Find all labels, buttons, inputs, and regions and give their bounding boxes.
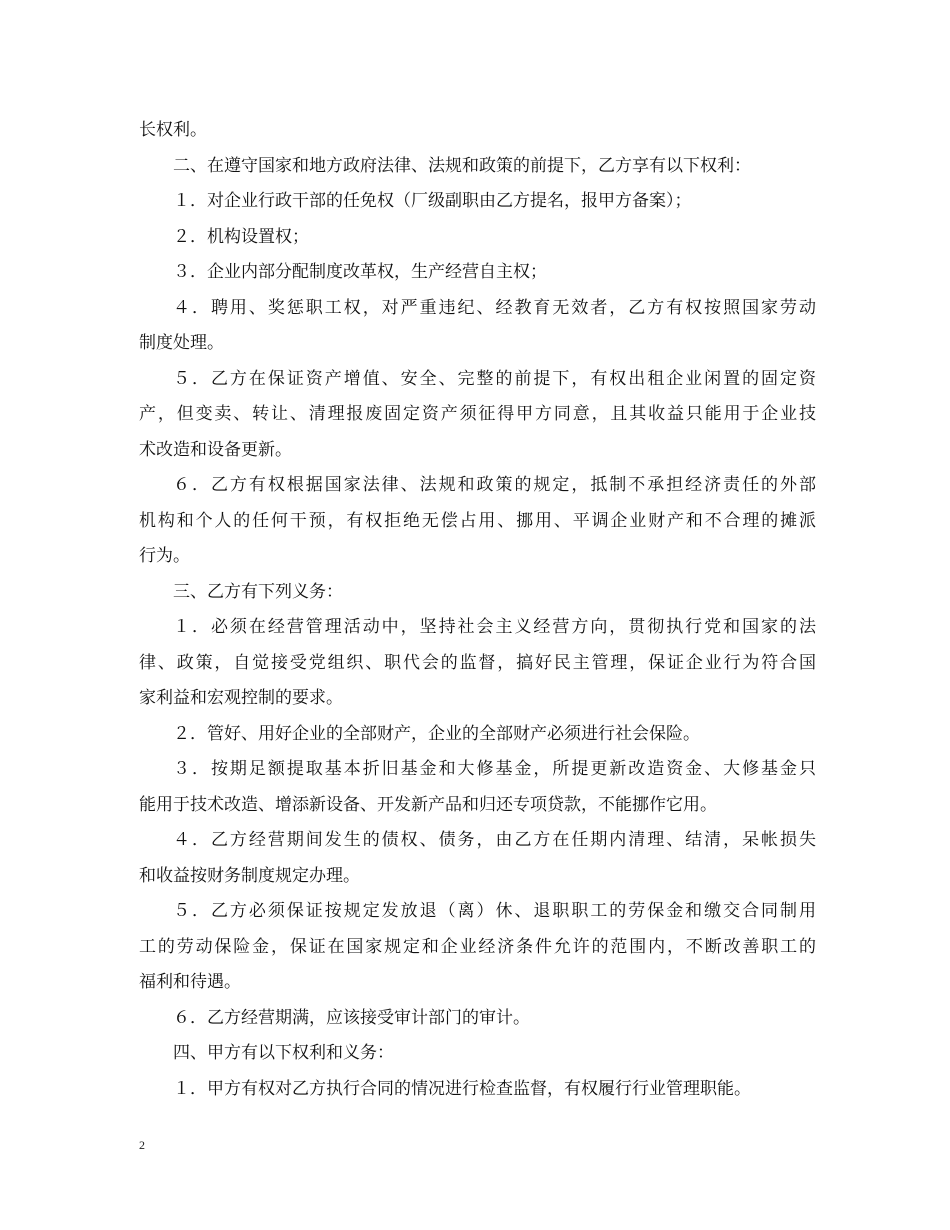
list-item: ２．管好、用好企业的全部财产，企业的全部财产必须进行社会保险。 xyxy=(173,723,700,744)
text-line: 长权利。 xyxy=(139,120,207,140)
list-item: ６．乙方有权根据国家法律、法规和政策的规定，抵制不承担经济责任的外部 xyxy=(173,475,816,495)
text-line: 行为。 xyxy=(139,546,190,566)
text-line: 家利益和宏观控制的要求。 xyxy=(139,688,343,708)
list-item: ５．乙方必须保证按规定发放退（离）休、退职职工的劳保金和缴交合同制用 xyxy=(173,901,816,921)
document-body xyxy=(139,113,816,1107)
list-item: ５．乙方在保证资产增值、安全、完整的前提下，有权出租企业闲置的固定资 xyxy=(173,368,816,389)
list-item: １．甲方有权对乙方执行合同的情况进行检查监督，有权履行行业管理职能。 xyxy=(173,1078,751,1099)
text-line: 术改造和设备更新。 xyxy=(139,439,292,460)
text-line: 制度处理。 xyxy=(139,333,224,353)
list-item: ４．乙方经营期间发生的债权、债务，由乙方在任期内清理、结清，呆帐损失 xyxy=(173,830,816,850)
text-line: 福利和待遇。 xyxy=(139,972,241,992)
text-line: 产，但变卖、转让、清理报废固定资产须征得甲方同意，且其收益只能用于企业技 xyxy=(139,404,816,424)
page-number: 2 xyxy=(139,1138,145,1152)
list-item: ６．乙方经营期满，应该接受审计部门的审计。 xyxy=(173,1007,530,1028)
text-line: 能用于技术改造、增添新设备、开发新产品和归还专项贷款，不能挪作它用。 xyxy=(139,794,717,815)
list-item: ３．企业内部分配制度改革权，生产经营自主权； xyxy=(173,262,547,282)
list-item: ４．聘用、奖惩职工权，对严重违纪、经教育无效者，乙方有权按照国家劳动 xyxy=(173,297,816,318)
list-item: ２．机构设置权； xyxy=(173,226,309,247)
text-line: 工的劳动保险金，保证在国家规定和企业经济条件允许的范围内，不断改善职工的 xyxy=(139,936,816,957)
section-heading: 二、在遵守国家和地方政府法律、法规和政策的前提下，乙方享有以下权利： xyxy=(173,155,751,176)
section-heading: 三、乙方有下列义务： xyxy=(173,581,343,602)
section-heading: 四、甲方有以下权利和义务： xyxy=(173,1043,394,1063)
list-item: １．对企业行政干部的任免权（厂级副职由乙方提名，报甲方备案）； xyxy=(173,191,692,211)
list-item: ３．按期足额提取基本折旧基金和大修基金，所提更新改造资金、大修基金只 xyxy=(173,759,816,779)
text-line: 机构和个人的任何干预，有权拒绝无偿占用、挪用、平调企业财产和不合理的摊派 xyxy=(139,510,816,531)
text-line: 律、政策，自觉接受党组织、职代会的监督，搞好民主管理，保证企业行为符合国 xyxy=(139,652,816,673)
list-item: １．必须在经营管理活动中，坚持社会主义经营方向，贯彻执行党和国家的法 xyxy=(173,617,816,637)
text-line: 和收益按财务制度规定办理。 xyxy=(139,865,360,886)
